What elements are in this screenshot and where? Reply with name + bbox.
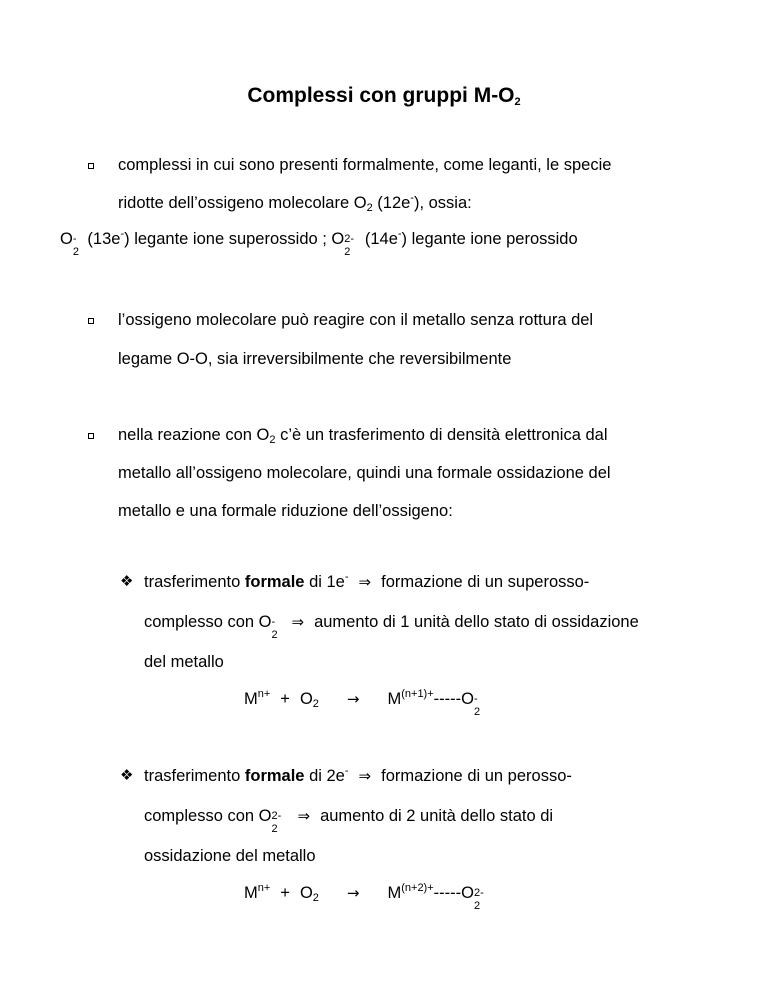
text-fragment: formazione di un perosso-: [381, 767, 572, 785]
superscript: -: [271, 616, 276, 628]
section1-line1: complessi in cui sono presenti formalmente, come leganti, le specie: [118, 156, 612, 174]
section3-line2: metallo all’ossigeno molecolare, quindi una formale ossidazione del: [118, 464, 611, 482]
diamond-bullet-icon: ❖: [120, 573, 134, 590]
square-bullet-icon: [88, 163, 94, 169]
arrow-icon: →: [346, 690, 360, 708]
bold-text: formale: [244, 573, 305, 591]
superscript: 2-: [271, 810, 282, 822]
subscript: 2: [271, 823, 278, 835]
text-fragment: -----O: [433, 884, 474, 902]
sub-sup-pair: [271, 810, 287, 835]
superscript: (n+1)+: [401, 688, 434, 700]
superscript: n+: [257, 882, 271, 894]
title-subscript: 2: [514, 96, 521, 108]
bold-text: formale: [244, 767, 305, 785]
subscript: 2: [473, 900, 481, 912]
implies-icon: ⇒: [358, 573, 372, 591]
section1-line2: [118, 193, 472, 213]
sub1-line1: [144, 572, 589, 592]
sub-sup-pair: [72, 233, 83, 258]
superscript: -: [410, 192, 414, 204]
metal-symbol: M: [244, 690, 258, 708]
subscript: 2: [312, 698, 319, 710]
square-bullet-icon: [88, 318, 94, 324]
plus-sign: +: [280, 884, 290, 902]
superscript: (n+2)+: [401, 882, 434, 894]
text-fragment: c’è un trasferimento di densità elettronica dal: [275, 426, 608, 444]
subscript: 2: [72, 246, 79, 258]
text-fragment: ) legante ione superossido ; O: [124, 230, 345, 248]
text-fragment: di 2e: [304, 767, 345, 785]
superscript: 2-: [473, 887, 484, 899]
text-fragment: trasferimento: [144, 767, 245, 785]
page-title: [0, 84, 768, 108]
sub2-line1: [144, 766, 572, 786]
section1-line3: [60, 228, 578, 258]
implies-icon: ⇒: [358, 767, 372, 785]
oxygen-symbol: O: [299, 884, 313, 902]
superscript: -: [344, 765, 349, 777]
sub-sup-pair: [473, 887, 490, 912]
subscript: 2: [473, 706, 481, 718]
square-bullet-icon: [88, 433, 94, 439]
subscript: 2: [366, 202, 373, 214]
sub2-line3: ossidazione del metallo: [144, 847, 316, 865]
section2-line2: legame O-O, sia irreversibilmente che reversibilmente: [118, 350, 512, 368]
metal-symbol: M: [387, 690, 402, 708]
superscript: -: [72, 233, 77, 245]
sub-sup-pair: [344, 233, 360, 258]
superscript: -: [344, 571, 349, 583]
superscript: -: [397, 228, 402, 240]
text-fragment: aumento di 1 unità dello stato di ossidazione: [314, 613, 639, 631]
text-fragment: -----O: [433, 690, 474, 708]
text-fragment: di 1e: [304, 573, 345, 591]
implies-icon: ⇒: [291, 613, 305, 631]
text-fragment: (13e: [82, 230, 121, 248]
text-fragment: (12e: [372, 194, 411, 212]
metal-symbol: M: [244, 884, 258, 902]
sub2-line2: [144, 806, 554, 835]
section3-line3: metallo e una formale riduzione dell’ossigeno:: [118, 502, 453, 520]
metal-symbol: M: [387, 884, 402, 902]
text-fragment: trasferimento: [144, 573, 245, 591]
text-fragment: O: [60, 230, 73, 248]
title-text: Complessi con gruppi M-O: [247, 84, 515, 107]
plus-sign: +: [280, 690, 290, 708]
section2-line1: l’ossigeno molecolare può reagire con il metallo senza rottura del: [118, 311, 594, 329]
text-fragment: ridotte dell’ossigeno molecolare O: [118, 194, 367, 212]
subscript: 2: [344, 246, 351, 258]
text-fragment: nella reazione con O: [118, 426, 270, 444]
oxygen-symbol: O: [299, 690, 313, 708]
arrow-icon: →: [346, 884, 360, 902]
sub1-line3: del metallo: [144, 653, 224, 671]
text-fragment: ), ossia:: [413, 194, 472, 212]
text-fragment: aumento di 2 unità dello stato di: [320, 807, 554, 825]
sub-sup-pair: [271, 616, 281, 641]
text-fragment: complesso con O: [144, 807, 272, 825]
superscript: 2-: [344, 233, 355, 245]
sub2-equation: [244, 882, 490, 912]
superscript: n+: [257, 688, 271, 700]
subscript: 2: [271, 629, 278, 641]
diamond-bullet-icon: ❖: [120, 767, 134, 784]
section3-line1: [118, 425, 608, 445]
superscript: -: [120, 228, 125, 240]
subscript: 2: [269, 434, 276, 446]
text-fragment: (14e: [360, 230, 398, 248]
sub1-line2: [144, 612, 639, 641]
text-fragment: complesso con O: [144, 613, 272, 631]
superscript: -: [473, 693, 478, 705]
text-fragment: formazione di un superosso-: [381, 573, 590, 591]
sub-sup-pair: [473, 693, 484, 718]
text-fragment: ) legante ione perossido: [401, 230, 578, 248]
implies-icon: ⇒: [297, 807, 311, 825]
sub1-equation: [244, 688, 484, 718]
subscript: 2: [312, 892, 319, 904]
